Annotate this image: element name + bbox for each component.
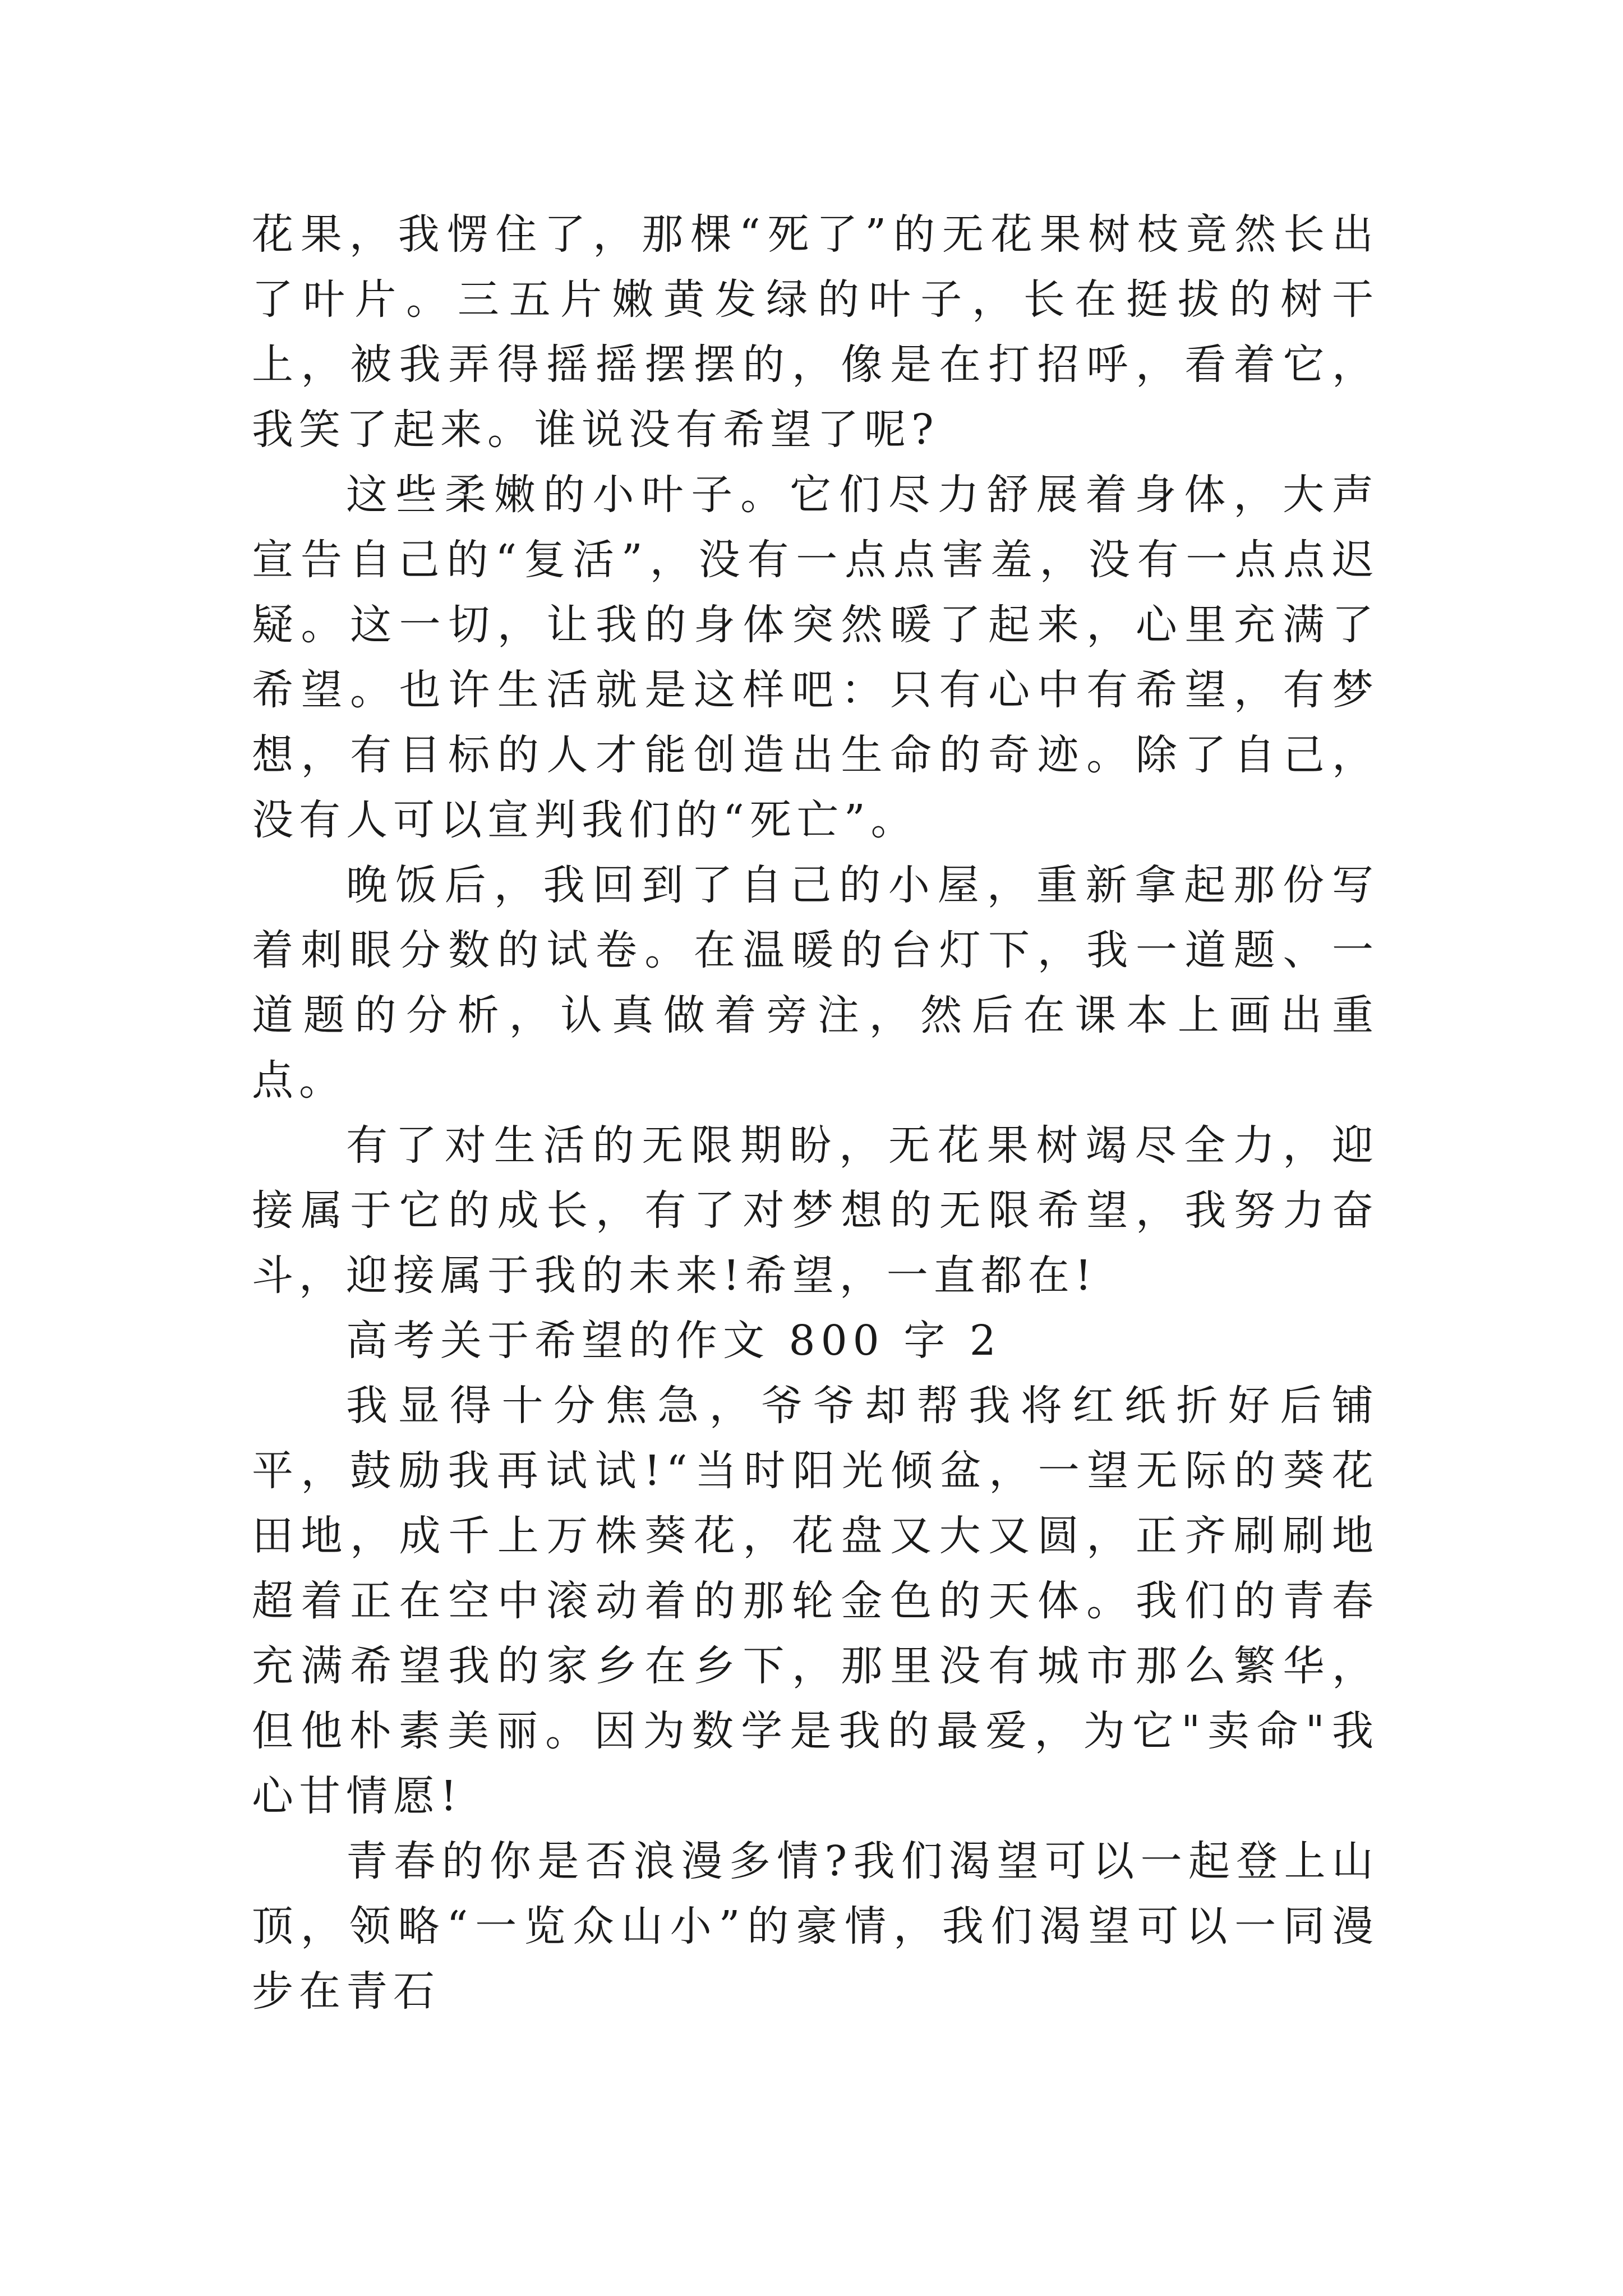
paragraph-2: 这些柔嫩的小叶子。它们尽力舒展着身体，大声宣告自己的“复活”，没有一点点害羞，没有一点点迟疑。这一切，让我的身体突然暖了起来，心里充满了希望。也许生活就是这样吧：只有心中有希望，有梦想，有目标的人才能创造出生命的奇迹。除了自己，没有人可以宣判我们的“死亡”。 [252,471,1379,844]
paragraph-4: 有了对生活的无限期盼，无花果树竭尽全力，迎接属于它的成长，有了对梦想的无限希望，我努力奋斗，迎接属于我的未来!希望，一直都在! [252,1121,1379,1300]
paragraph-6: 青春的你是否浪漫多情?我们渴望可以一起登上山顶，领略“一览众山小”的豪情，我们渴望可以一同漫步在青石 [252,1837,1379,2016]
paragraph-1: 花果，我愣住了，那棵“死了”的无花果树枝竟然长出了叶片。三五片嫩黄发绿的叶子，长在挺拔的树干上，被我弄得摇摇摆摆的，像是在打招呼，看着它，我笑了起来。谁说没有希望了呢? [252,210,1379,454]
paragraph-3: 晚饭后，我回到了自己的小屋，重新拿起那份写着刺眼分数的试卷。在温暖的台灯下，我一道题、一道题的分析，认真做着旁注，然后在课本上画出重点。 [252,861,1379,1105]
essay-heading: 高考关于希望的作文 800 字 2 [346,1317,1002,1365]
paragraph-5: 我显得十分焦急，爷爷却帮我将红纸折好后铺平，鼓励我再试试!“当时阳光倾盆，一望无际的葵花田地，成千上万株葵花，花盘又大又圆，正齐刷刷地超着正在空中滚动着的那轮金色的天体。我们的青春充满希望我的家乡在乡下，那里没有城市那么繁华，但他朴素美丽。因为数学是我的最爱，为它"卖命"我心甘情愿! [252,1382,1379,1820]
document-body [252,202,1379,2024]
